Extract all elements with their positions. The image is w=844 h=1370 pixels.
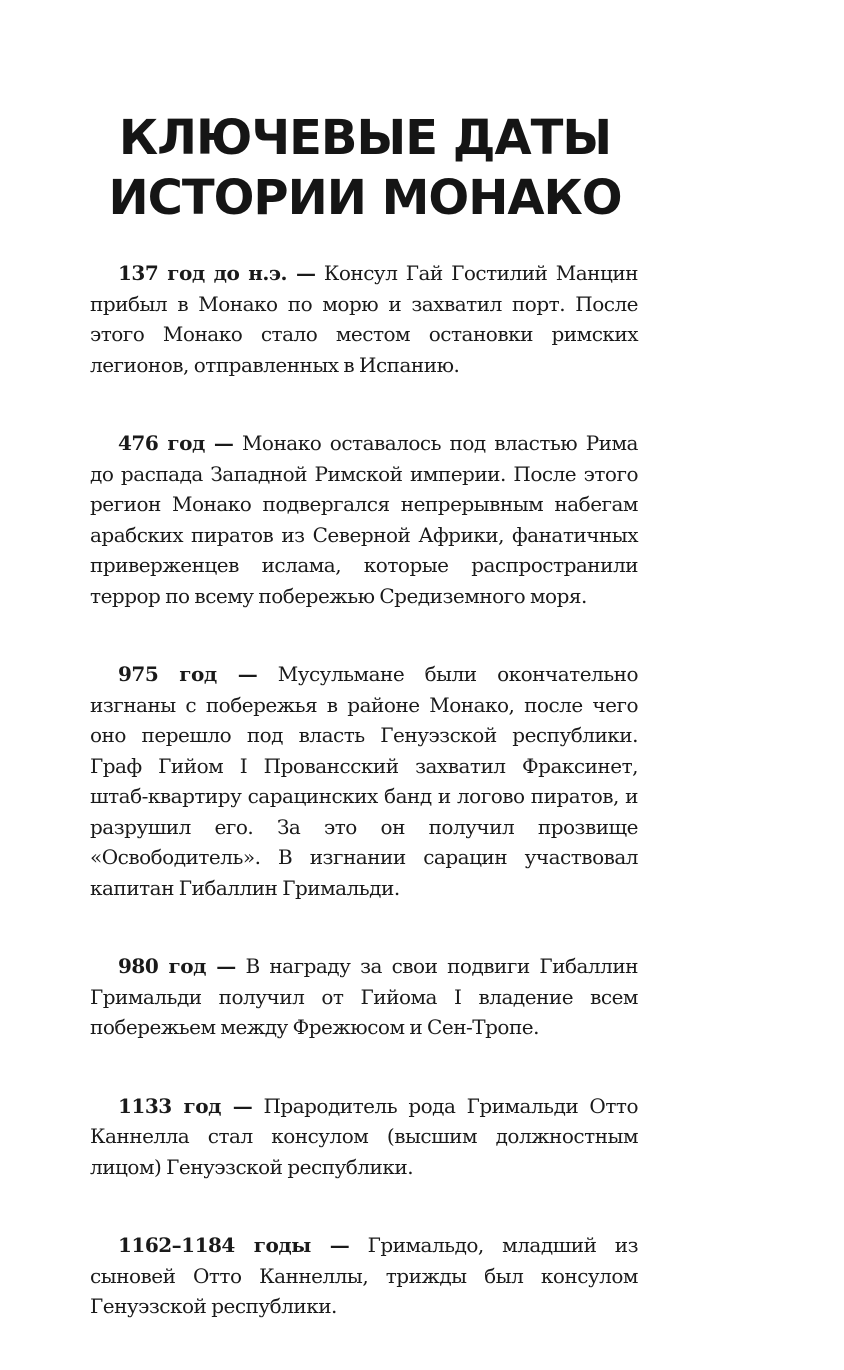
timeline-entry <box>90 1230 638 1322</box>
entry-text: Мусульмане были окончательно изгнаны с побережья в районе Монако, после чего оно перешло под власть Генуэзской республики. Граф Гийом I Провансский захватил Фраксинет, штаб-квартиру сарацинских банд и логово пиратов, и разрушил его. За это он получил прозвище «Освободитель». В изгнании сарацин участвовал капитан Гибаллин Гримальди. <box>90 662 638 900</box>
entry-year: 1162–1184 годы — <box>118 1233 350 1257</box>
entry-text: Монако оставалось под властью Рима до распада Западной Римской империи. После этого регион Монако подвергался непрерывным набегам арабских пиратов из Северной Африки, фанатичных приверженцев ислама, которые распространили террор по всему побережью Средиземного моря. <box>90 431 638 608</box>
title-line-1: КЛЮЧЕВЫЕ ДАТЫ <box>118 110 612 166</box>
entry-year: 137 год до н.э. — <box>118 261 316 285</box>
entry-year: 975 год — <box>118 662 258 686</box>
entry-text: Гримальдо, младший из сыновей Отто Каннеллы, трижды был консулом Генуэзской республики. <box>90 1233 638 1318</box>
entry-year: 476 год — <box>118 431 234 455</box>
entry-text: В награду за свои подвиги Гибаллин Гримальди получил от Гийома I владение всем побережьем между Фрежюсом и Сен-Тропе. <box>90 954 638 1039</box>
timeline-entry <box>90 1091 638 1183</box>
title-line-2: ИСТОРИИ МОНАКО <box>108 170 622 226</box>
timeline-entry <box>90 428 638 611</box>
entry-year: 980 год — <box>118 954 236 978</box>
entry-text: Консул Гай Гостилий Манцин прибыл в Монако по морю и захватил порт. После этого Монако стало местом остановки римских легионов, отправленных в Испанию. <box>90 261 639 377</box>
timeline-entry <box>90 258 638 380</box>
timeline-entry <box>90 951 638 1043</box>
entry-text: Прародитель рода Гримальди Отто Каннелла стал консулом (высшим должностным лицом) Генуэзской республики. <box>90 1093 638 1179</box>
timeline-entries <box>90 258 638 1370</box>
entry-year: 1133 год — <box>118 1093 253 1118</box>
timeline-entry <box>90 659 638 903</box>
page-title <box>0 108 730 228</box>
